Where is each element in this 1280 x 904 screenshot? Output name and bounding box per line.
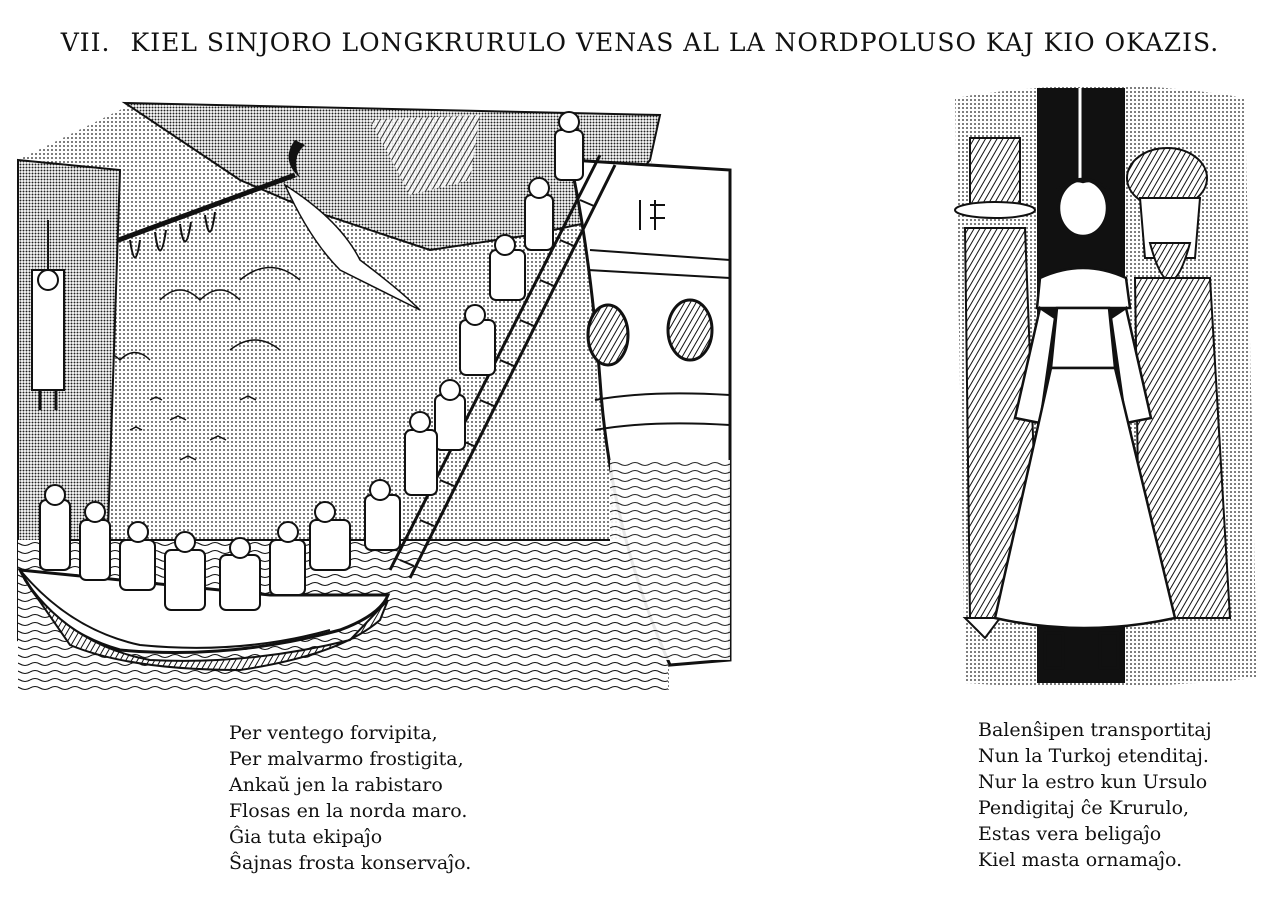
hanging-woman-illustration bbox=[945, 78, 1265, 688]
verse-right bbox=[978, 717, 1212, 873]
verse-left bbox=[229, 720, 471, 876]
verse-line: Balenŝipen transportitaj bbox=[978, 719, 1212, 741]
verse-line: Nur la estro kun Ursulo bbox=[978, 771, 1208, 793]
verse-line: Kiel masta ornamaĵo. bbox=[978, 849, 1183, 871]
verse-line: Ankaŭ jen la rabistaro bbox=[229, 774, 443, 796]
verse-line: Estas vera beligaĵo bbox=[978, 823, 1162, 845]
verse-line: Nun la Turkoj etenditaj. bbox=[978, 745, 1209, 767]
verse-line: Flosas en la norda maro. bbox=[229, 800, 468, 822]
chapter-title-text: KIEL SINJORO LONGKRURULO VENAS AL LA NORDPOLUSO KAJ KIO OKAZIS. bbox=[130, 28, 1220, 57]
chapter-numeral: VII. bbox=[60, 28, 111, 57]
ship-ladder-illustration bbox=[10, 100, 740, 695]
verse-line: Per ventego forvipita, bbox=[229, 722, 438, 744]
verse-line: Ŝajnas frosta konservaĵo. bbox=[229, 852, 472, 874]
page-title bbox=[0, 28, 1280, 57]
verse-line: Pendigitaj ĉe Krurulo, bbox=[978, 797, 1190, 819]
verse-line: Per malvarmo frostigita, bbox=[229, 748, 464, 770]
verse-line: Ĝia tuta ekipaĵo bbox=[229, 826, 383, 848]
